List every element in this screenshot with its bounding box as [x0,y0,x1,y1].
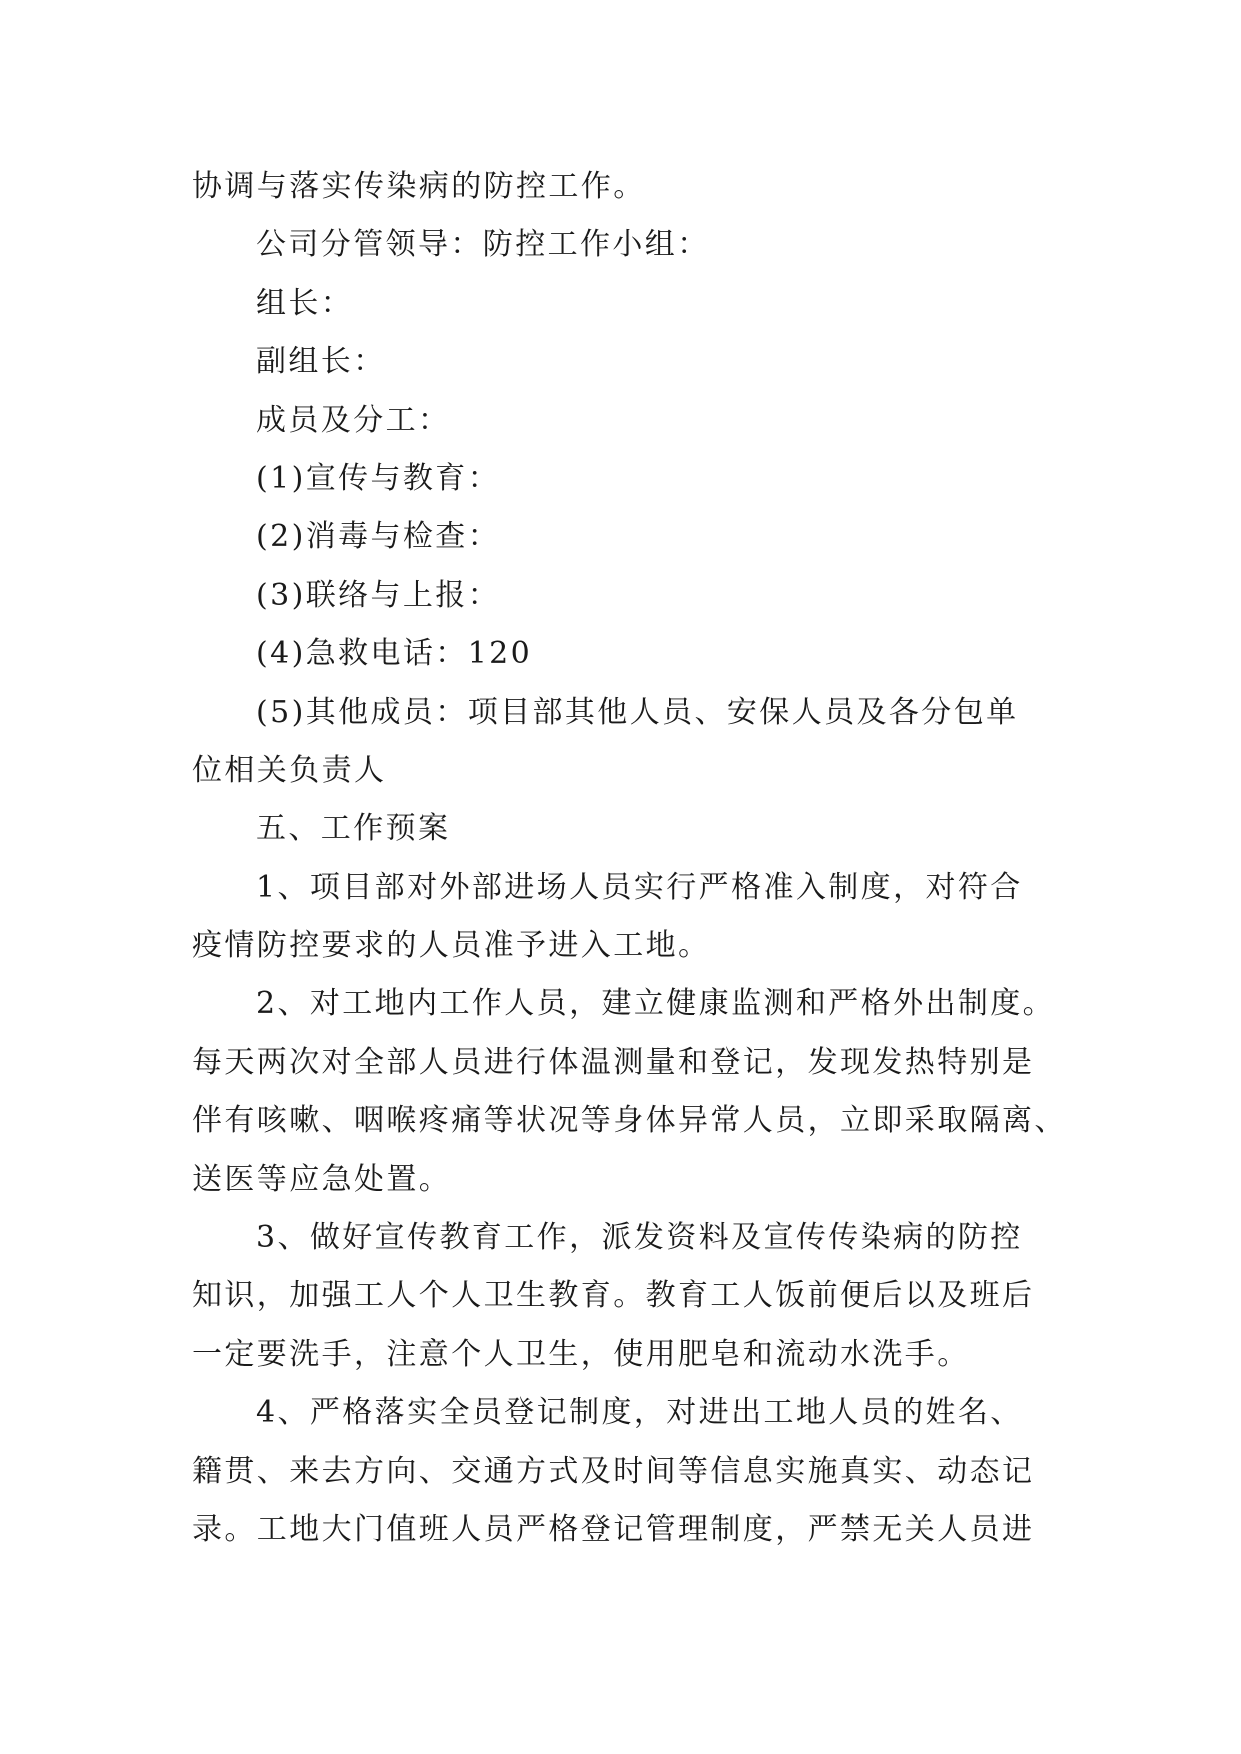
text-line: 协调与落实传染病的防控工作。 [192,169,646,204]
text-line: 一定要洗手，注意个人卫生，使用肥皂和流动水洗手。 [192,1336,970,1372]
text-line: (3)联络与上报： [256,577,501,613]
text-line: (5)其他成员：项目部其他人员、安保人员及各分包单 [256,694,1019,730]
text-line: 1、项目部对外部进场人员实行严格准入制度，对符合 [256,869,1023,905]
text-line: 3、做好宣传教育工作，派发资料及宣传传染病的防控 [256,1220,1023,1256]
section-heading: 五、工作预案 [256,811,451,847]
text-line: 每天两次对全部人员进行体温测量和登记，发现发热特别是 [192,1044,1035,1080]
text-line: (2)消毒与检查： [256,519,501,555]
text-line: 公司分管领导：防控工作小组： [256,227,710,263]
document-body [192,158,1072,1559]
text-line: 副组长： [256,344,386,380]
text-line: 疫情防控要求的人员准予进入工地。 [192,928,711,964]
text-line: 录。工地大门值班人员严格登记管理制度，严禁无关人员进 [192,1511,1035,1547]
text-line: 位相关负责人 [192,752,387,788]
text-line: 送医等应急处置。 [192,1161,452,1197]
text-line: 4、严格落实全员登记制度，对进出工地人员的姓名、 [256,1395,1023,1431]
text-line: 籍贯、来去方向、交通方式及时间等信息实施真实、动态记 [192,1453,1035,1489]
text-line: 2、对工地内工作人员，建立健康监测和严格外出制度。 [256,986,1056,1022]
text-line: 伴有咳嗽、咽喉疼痛等状况等身体异常人员，立即采取隔离、 [192,1103,1067,1139]
text-line: (1)宣传与教育： [256,460,501,496]
text-line: (4)急救电话：120 [256,636,533,672]
text-line: 知识，加强工人个人卫生教育。教育工人饭前便后以及班后 [192,1278,1035,1314]
text-line: 成员及分工： [256,402,451,438]
text-line: 组长： [256,285,354,321]
